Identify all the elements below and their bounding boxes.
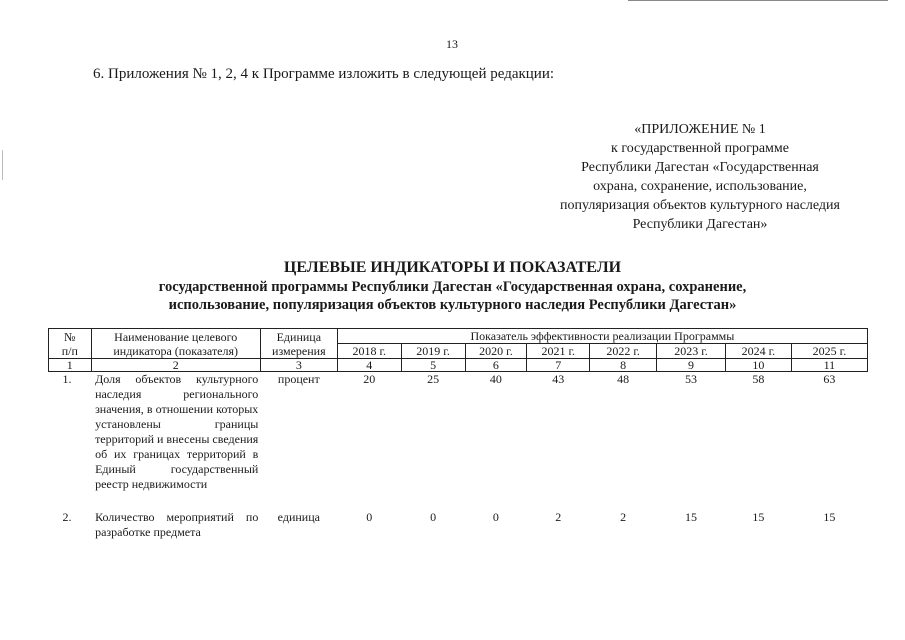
document-heading xyxy=(40,258,865,314)
indicator-value: 58 xyxy=(752,372,765,386)
indicator-value: 2 xyxy=(620,510,627,524)
heading-subtitle-line1: государственной программы Республики Дагестан «Государственная охрана, сохранение, xyxy=(158,279,747,295)
appendix-block xyxy=(540,120,860,234)
heading-title: ЦЕЛЕВЫЕ ИНДИКАТОРЫ И ПОКАЗАТЕЛИ xyxy=(283,259,622,276)
header-year: 2024 г. xyxy=(725,344,791,359)
appendix-line: «ПРИЛОЖЕНИЕ № 1 xyxy=(634,122,766,137)
header-num: № п/п xyxy=(49,329,92,359)
indicator-value: 15 xyxy=(752,510,765,524)
indicator-value: 0 xyxy=(366,510,373,524)
margin-mark xyxy=(2,150,3,180)
header-performance: Показатель эффективности реализации Программы xyxy=(337,329,867,344)
indicator-value: 2 xyxy=(555,510,562,524)
header-year: 2020 г. xyxy=(465,344,527,359)
heading-subtitle-line2: использование, популяризация объектов культурного наследия Республики Дагестан» xyxy=(168,297,737,313)
indicator-value: 15 xyxy=(823,510,836,524)
indicator-value: 43 xyxy=(552,372,565,386)
intro-text: 6. Приложения № 1, 2, 4 к Программе изложить в следующей редакции: xyxy=(93,66,555,82)
indicator-value: 40 xyxy=(489,372,502,386)
indicator-value: 20 xyxy=(363,372,376,386)
column-number: 6 xyxy=(465,359,527,372)
column-number: 1 xyxy=(49,359,92,372)
column-number: 7 xyxy=(527,359,590,372)
column-number: 5 xyxy=(401,359,465,372)
indicator-name: Доля объектов культурного наследия регионального значения, в отношении которых установлены границы территорий и внесены сведения об их границах территорий в Единый государственный реестр недвижимости xyxy=(95,372,259,491)
indicator-unit: единица xyxy=(277,510,320,524)
column-number: 9 xyxy=(657,359,726,372)
appendix-line: популяризация объектов культурного наследия xyxy=(560,198,840,213)
header-year: 2019 г. xyxy=(401,344,465,359)
appendix-line: Республики Дагестан» xyxy=(632,217,768,232)
header-year: 2021 г. xyxy=(527,344,590,359)
appendix-line: Республики Дагестан «Государственная xyxy=(581,160,819,175)
row-number: 1. xyxy=(62,372,72,386)
column-number: 3 xyxy=(260,359,337,372)
indicator-value: 0 xyxy=(430,510,437,524)
indicator-value: 53 xyxy=(685,372,697,386)
header-year: 2018 г. xyxy=(337,344,401,359)
page-number: 13 xyxy=(446,37,458,51)
indicator-value: 0 xyxy=(492,510,499,524)
column-number: 2 xyxy=(91,359,260,372)
indicator-name: Количество мероприятий по разработке предмета xyxy=(95,510,259,539)
indicator-unit: процент xyxy=(277,372,320,386)
header-year: 2022 г. xyxy=(590,344,657,359)
top-rule xyxy=(628,0,888,1)
indicator-value: 63 xyxy=(823,372,836,386)
column-number: 4 xyxy=(337,359,401,372)
column-number: 11 xyxy=(791,359,867,372)
header-year: 2023 г. xyxy=(657,344,726,359)
indicators-table xyxy=(48,328,868,540)
appendix-line: охрана, сохранение, использование, xyxy=(593,179,807,194)
appendix-line: к государственной программе xyxy=(611,141,789,156)
indicator-value: 48 xyxy=(617,372,630,386)
table-row xyxy=(49,510,868,540)
indicator-value: 25 xyxy=(427,372,440,386)
header-unit: Единица измерения xyxy=(260,329,337,359)
indicator-value: 15 xyxy=(685,510,697,524)
column-number: 8 xyxy=(590,359,657,372)
row-spacer xyxy=(49,492,868,510)
header-year: 2025 г. xyxy=(791,344,867,359)
header-indicator-name: Наименование целевого индикатора (показателя) xyxy=(91,329,260,359)
column-number: 10 xyxy=(725,359,791,372)
table-row xyxy=(49,372,868,493)
row-number: 2. xyxy=(62,510,72,524)
